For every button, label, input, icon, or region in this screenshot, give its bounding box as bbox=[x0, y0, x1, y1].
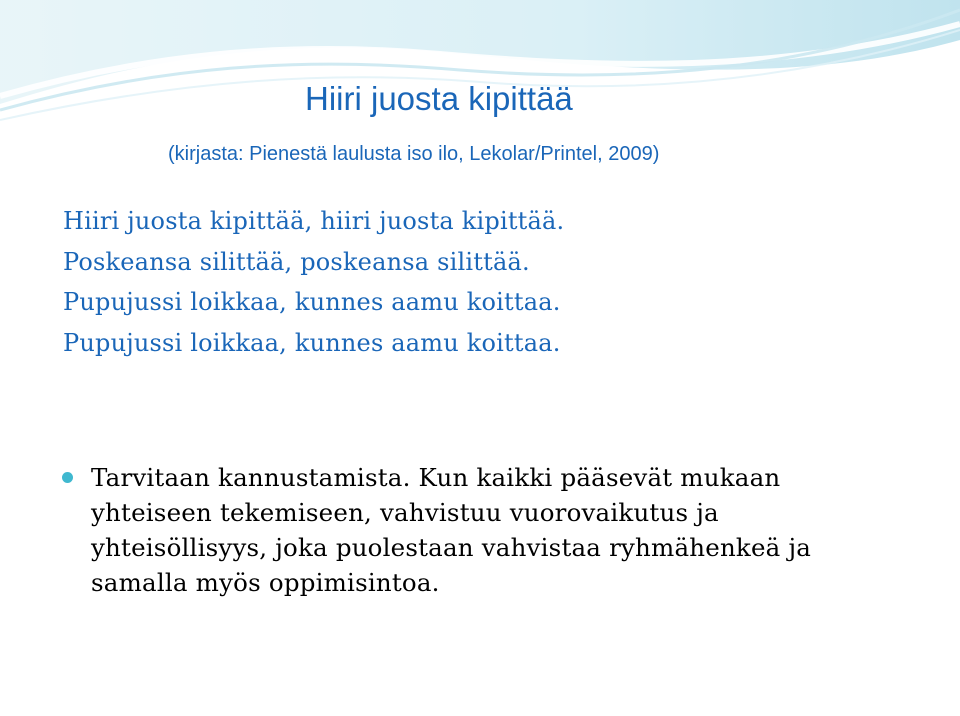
song-verse bbox=[63, 201, 564, 363]
bullet-text: Tarvitaan kannustamista. Kun kaikki pääsevät mukaan yhteiseen tekemiseen, vahvistuu vuorovaikutus ja yhteisöllisyys, joka puolestaan vahvistaa ryhmähenkeä ja samalla myös oppimisintoa. bbox=[91, 463, 812, 597]
verse-line: Pupujussi loikkaa, kunnes aamu koittaa. bbox=[63, 288, 561, 316]
verse-line: Hiiri juosta kipittää, hiiri juosta kipittää. bbox=[63, 207, 565, 235]
bullet-dot-icon bbox=[62, 472, 73, 483]
slide-subtitle: (kirjasta: Pienestä laulusta iso ilo, Lekolar/Printel, 2009) bbox=[168, 143, 660, 165]
verse-line: Pupujussi loikkaa, kunnes aamu koittaa. bbox=[63, 328, 561, 357]
slide-title: Hiiri juosta kipittää bbox=[305, 80, 573, 117]
verse-line: Poskeansa silittää, poskeansa silittää. bbox=[63, 247, 530, 276]
